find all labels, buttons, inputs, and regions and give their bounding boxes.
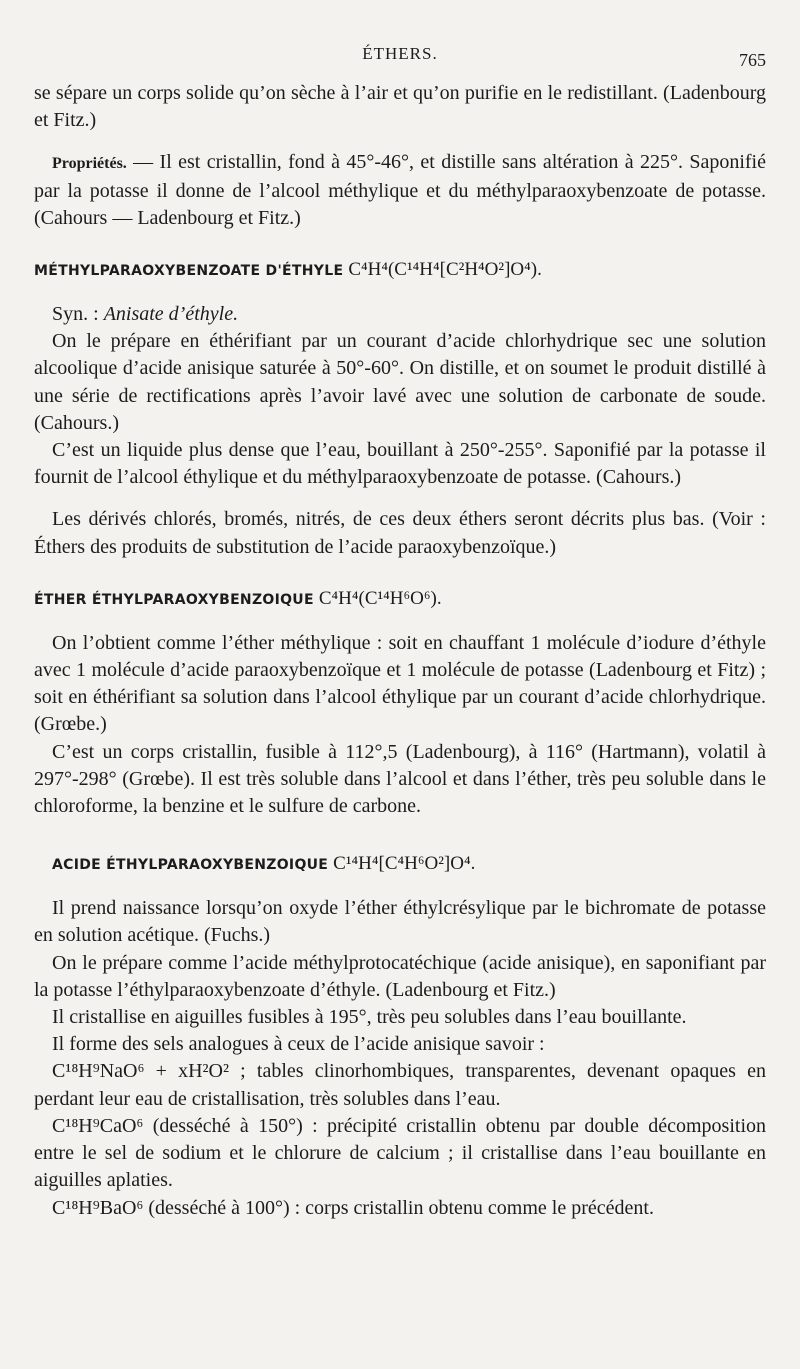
section-title-methylparaoxybenzoate [34, 254, 766, 286]
paragraph-preparation-1: On le prépare en éthérifiant par un courant d’acide chlorhydrique sec une solution alcoolique d’acide anisique saturée à 50°-60°. On distille, et on soumet le produit distillé à une série de rectifications après l’avoir lavé avec une solution de carbonate de soude. (Cahours.) [34, 330, 766, 434]
section-heading: MÉTHYLPARAOXYBENZOATE D'ÉTHYLE [34, 263, 344, 280]
running-title: ÉTHERS. [362, 44, 438, 63]
section-formula: C⁴H⁴(C¹⁴H⁴[C²H⁴O²]O⁴). [348, 259, 542, 281]
section-heading: ÉTHER ÉTHYLPARAOXYBENZOIQUE [34, 591, 314, 608]
paragraph-description-1: C’est un liquide plus dense que l’eau, bouillant à 250°-255°. Saponifié par la potasse il fournit de l’alcool éthylique et du méthylparaoxybenzoate de potasse. (Cahours.) [34, 439, 766, 489]
synonym-label: Syn. : [52, 303, 104, 326]
section-title-acide-ethylparaoxybenzoique [34, 848, 766, 880]
section-title-ether-ethylparaoxybenzoique [34, 583, 766, 615]
paragraph-description-2: C’est un corps cristallin, fusible à 112°,5 (Ladenbourg), à 116° (Hartmann), volatil à 297°-298° (Grœbe). Il est très soluble dans l’alcool et dans l’éther, très peu soluble dans le chloroforme, la benzine et le sulfure de carbone. [34, 740, 766, 818]
paragraph-derivatives: Les dérivés chlorés, bromés, nitrés, de ces deux éthers seront décrits plus bas. (Voir : Éthers des produits de substitution de l’acide paraoxybenzoïque.) [34, 508, 766, 558]
page-body [34, 80, 766, 1222]
paragraph-calcium-salt: C¹⁸H⁹CaO⁶ (desséché à 150°) : précipité cristallin obtenu par double décomposition entre le sel de sodium et le chlorure de calcium ; il cristallise dans l’eau bouillante en aiguilles aplaties. [34, 1114, 766, 1192]
section-formula: C¹⁴H⁴[C⁴H⁶O²]O⁴. [333, 853, 476, 875]
properties-lead: Propriétés. [52, 155, 127, 173]
section-formula: C⁴H⁴(C¹⁴H⁶O⁶). [318, 587, 442, 609]
paragraph-preparation-3: On le prépare comme l’acide méthylprotocatéchique (acide anisique), en saponifiant par la potasse l’éthylparaoxybenzoate d’éthyle. (Ladenbourg et Fitz.) [34, 951, 766, 1001]
synonym-line [34, 301, 766, 328]
section-heading: ACIDE ÉTHYLPARAOXYBENZOIQUE [52, 857, 329, 874]
properties-text: — Il est cristallin, fond à 45°-46°, et distille sans altération à 225°. Saponifié par la potasse il donne de l’alcool méthylique et du méthylparaoxybenzoate de potasse. (Cahours — Ladenbourg et Fitz.) [34, 151, 766, 229]
paragraph-preparation-2: On l’obtient comme l’éther méthylique : soit en chauffant 1 molécule d’iodure d’éthyle avec 1 molécule d’acide paraoxybenzoïque et 1 molécule de potasse (Ladenbourg et Fitz) ; soit en éthérifiant sa solution dans l’alcool éthylique par un courant d’acide chlorhydrique. (Grœbe.) [34, 631, 766, 736]
synonym-name: Anisate d’éthyle. [103, 303, 239, 326]
paragraph-salts-intro: Il forme des sels analogues à ceux de l’acide anisique savoir : [52, 1033, 545, 1056]
paragraph-continuation: se sépare un corps solide qu’on sèche à l’air et qu’on purifie en le redistillant. (Ladenbourg et Fitz.) [34, 82, 766, 132]
paragraph-crystallization: Il cristallise en aiguilles fusibles à 195°, très peu solubles dans l’eau bouillante. [52, 1006, 687, 1029]
page-number: 765 [739, 50, 766, 70]
paragraph-barium-salt: C¹⁸H⁹BaO⁶ (desséché à 100°) : corps cristallin obtenu comme le précédent. [52, 1196, 654, 1219]
running-header [0, 44, 800, 68]
paragraph-properties [34, 149, 766, 232]
paragraph-sodium-salt: C¹⁸H⁹NaO⁶ + xH²O² ; tables clinorhombiques, transparentes, devenant opaques en perdant leur eau de cristallisation, très solubles dans l’eau. [34, 1060, 766, 1110]
paragraph-origin: Il prend naissance lorsqu’on oxyde l’éther éthylcrésylique par le bichromate de potasse en solution acétique. (Fuchs.) [34, 897, 766, 947]
